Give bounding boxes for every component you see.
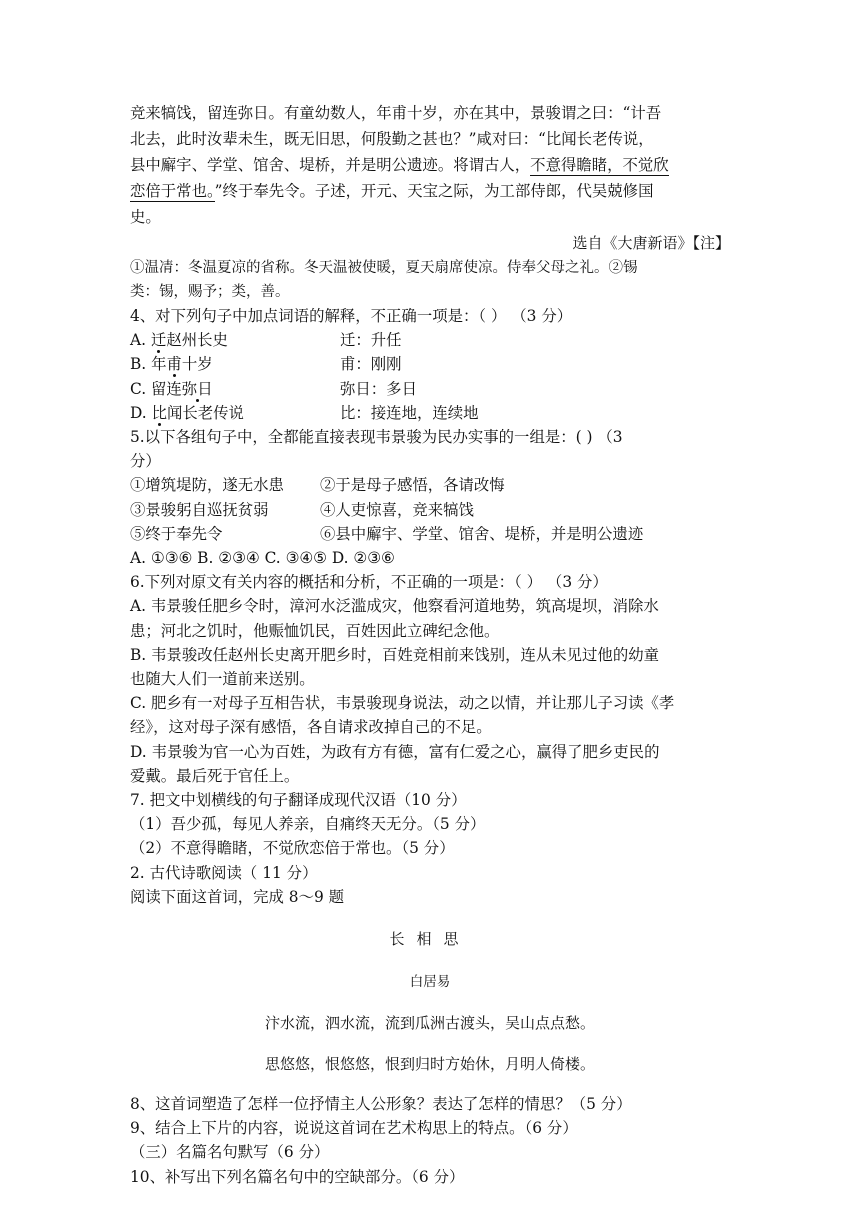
dotted-word: 迁 xyxy=(150,331,167,350)
choice-item: ①增筑堤防，遂无水患 xyxy=(130,476,284,495)
choice-row xyxy=(130,522,730,546)
option-line: 爱戴。最后死于官任上。 xyxy=(130,766,300,785)
question-stem: 6.下列对原文有关内容的概括和分析，不正确的一项是：（ ） （3 分） xyxy=(130,573,608,592)
choice-item: ②于是母子感悟，各请改悔 xyxy=(320,476,505,495)
option-line: 经》，这对母子深有感悟，各自请求改掉自己的不足。 xyxy=(130,718,492,737)
option-gloss: 甫：刚刚 xyxy=(340,355,402,374)
dotted-word: 比 xyxy=(151,403,167,422)
option-line: 患；河北之饥时，他赈恤饥民，百姓因此立碑纪念他。 xyxy=(130,621,500,640)
passage-line xyxy=(130,152,730,178)
sub-question: （2）不意得瞻睹，不觉欣恋倍于常也。（5 分） xyxy=(130,839,455,858)
option-b xyxy=(130,352,730,376)
section-heading: （三）名篇名句默写（6 分） xyxy=(130,1143,330,1162)
option-line: D. 韦景骏为官一心为百姓，为政有方有德，富有仁爱之心，赢得了肥乡吏民的 xyxy=(130,742,660,761)
answer-options: A. ①③⑥ B. ②③④ C. ③④⑤ D. ②③⑥ xyxy=(130,549,395,568)
option-prefix: B. 年 xyxy=(130,355,167,374)
choice-item: ③景骏躬自巡抚贫弱 xyxy=(130,500,269,519)
option-prefix: D. xyxy=(130,403,152,422)
option-a xyxy=(130,328,730,352)
annotation-line: ①温凊：冬温夏凉的省称。冬天温被使暖，夏天扇席使凉。侍奉父母之礼。②锡 xyxy=(130,260,638,276)
option-d xyxy=(130,401,730,425)
question-stem: 4、对下列句子中加点词语的解释，不正确一项是：（ ） （3 分） xyxy=(130,307,573,325)
choice-item: ⑥县中廨宇、学堂、馆舍、堤桥，并是明公遗迹 xyxy=(320,524,644,543)
option-line: B. 韦景骏改任赵州长史离开肥乡时，百姓竞相前来饯别，连从未见过他的幼童 xyxy=(130,645,659,664)
passage-line xyxy=(130,178,730,204)
passage-line: 史。 xyxy=(130,208,161,226)
poem-author: 白居易 xyxy=(409,974,451,991)
passage-text: ”终于奉先令。子述，开元、天宝之际，为工部侍郎，代吴兢修国 xyxy=(214,182,654,200)
poem xyxy=(130,924,730,1077)
classical-passage xyxy=(130,100,730,230)
underlined-sentence: 不意得瞻睹，不觉欣 xyxy=(530,156,669,174)
question-4 xyxy=(130,304,730,425)
option-gloss: 迁：升任 xyxy=(340,331,402,350)
passage-line: 竞来犒饯，留连弥日。有童幼数人，年甫十岁，亦在其中，景骏谓之曰：“计吾 xyxy=(130,104,662,122)
annotation-line: 类：锡，赐予；类，善。 xyxy=(130,284,290,300)
section-heading: 2. 古代诗歌阅读（ 11 分） xyxy=(130,863,318,882)
poem-line: 汴水流，泗水流，流到瓜洲古渡头，吴山点点愁。 xyxy=(264,1014,595,1033)
poem-line: 思悠悠，恨悠悠，恨到归时方始休，月明人倚楼。 xyxy=(264,1055,595,1074)
sub-question: （1）吾少孤，每见人养亲，自痛终天无分。（5 分） xyxy=(130,815,486,834)
question-10: 10、补写出下列名篇名句中的空缺部分。（6 分） xyxy=(130,1167,465,1186)
option-gloss: 弥日：多日 xyxy=(340,379,417,398)
question-stem-cont: 分） xyxy=(130,452,161,471)
question-stem: 5.以下各组句子中，全都能直接表现韦景骏为民办实事的一组是：( ) （3 xyxy=(130,428,623,447)
question-6 xyxy=(130,570,730,788)
question-8: 8、这首词塑造了怎样一位抒情主人公形象？表达了怎样的情思？（5 分） xyxy=(130,1095,632,1114)
question-7 xyxy=(130,788,730,861)
option-gloss: 比：接连地，连续地 xyxy=(340,403,479,422)
option-line: 也随大人们一道前来送别。 xyxy=(130,670,315,689)
poem-title: 长相思 xyxy=(389,930,471,949)
question-9: 9、结合上下片的内容，说说这首词在艺术构思上的特点。（6 分） xyxy=(130,1119,578,1138)
option-c xyxy=(130,377,730,401)
choice-item: ⑤终于奉先令 xyxy=(130,524,223,543)
option-line: A. 韦景骏任肥乡令时，漳河水泛滥成灾，他察看河道地势，筑高堤坝，消除水 xyxy=(130,597,659,616)
source-citation: 选自《大唐新语》【注】 xyxy=(572,234,730,252)
passage-text: 县中廨宇、学堂、馆舍、堤桥，并是明公遗迹。将谓古人， xyxy=(130,156,531,174)
dotted-word: 弥日 xyxy=(181,379,213,398)
dotted-word: 甫 xyxy=(166,355,182,374)
option-prefix: C. 留连 xyxy=(130,379,182,398)
section-intro: 阅读下面这首词，完成 8～9 题 xyxy=(130,887,345,906)
question-stem: 7. 把文中划横线的句子翻译成现代汉语（10 分） xyxy=(130,791,467,810)
option-rest: 十岁 xyxy=(181,355,213,374)
choice-item: ④人吏惊喜，竞来犒饯 xyxy=(320,500,474,519)
option-rest: 闻长老传说 xyxy=(166,403,244,422)
choice-row xyxy=(130,473,730,497)
passage-line: 北去，此时汝辈未生，既无旧思，何殷勤之甚也？”咸对曰：“比闻长老传说， xyxy=(130,130,654,148)
option-line: C. 肥乡有一对母子互相告状，韦景骏现身说法，动之以情，并让那儿子习读《孝 xyxy=(130,694,675,713)
choice-row xyxy=(130,498,730,522)
question-5 xyxy=(130,425,730,570)
option-rest: 赵州长史 xyxy=(166,331,228,350)
option-prefix: A. xyxy=(130,331,151,350)
underlined-sentence: 恋倍于常也。 xyxy=(130,182,215,200)
